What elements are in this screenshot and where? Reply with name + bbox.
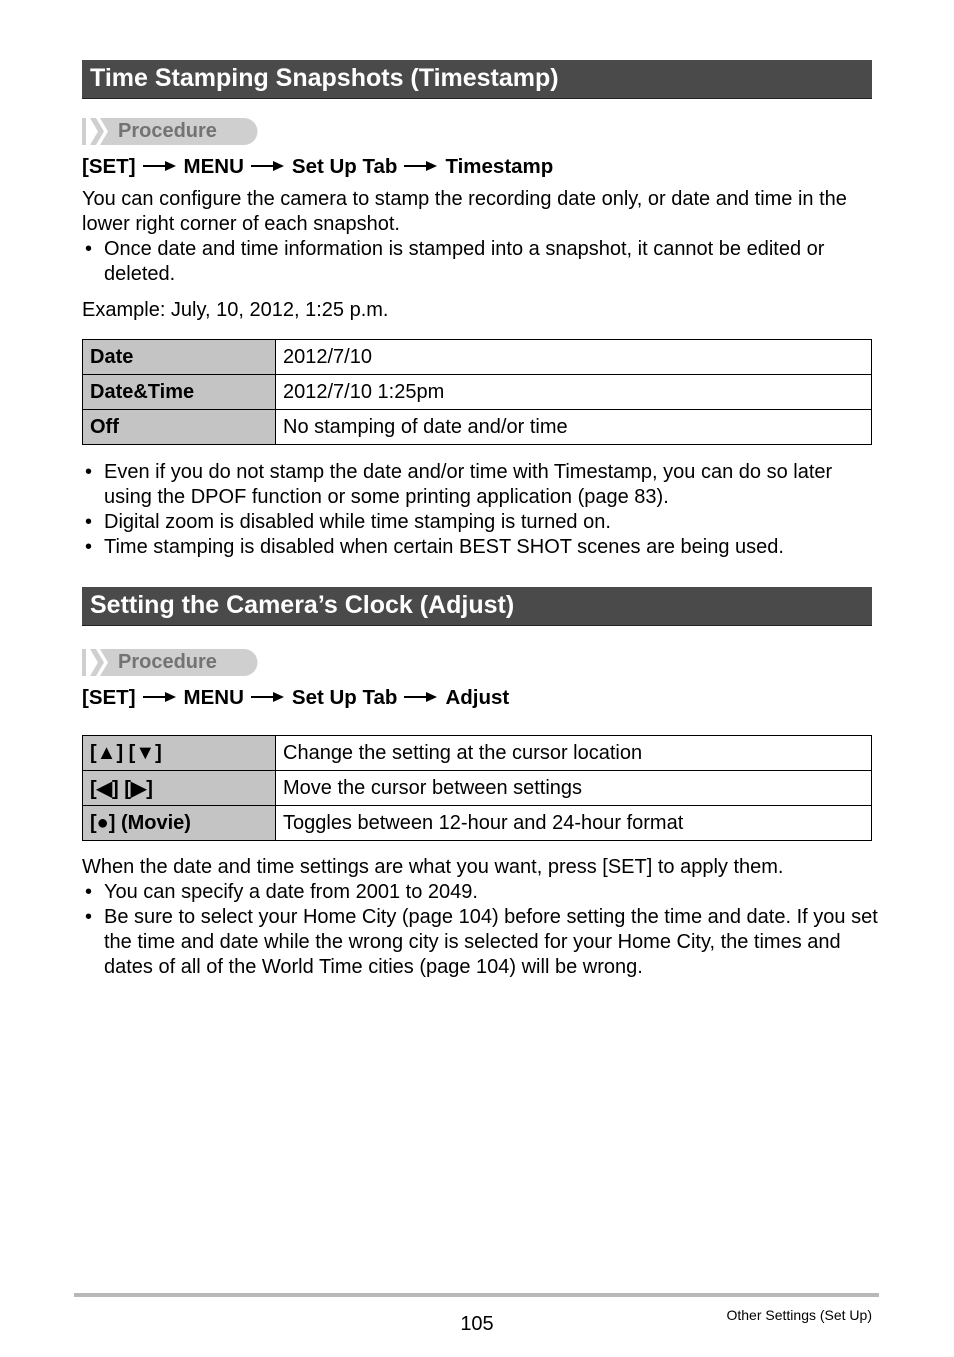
- menu-path-adjust: [82, 685, 509, 711]
- table-value: Toggles between 12-hour and 24-hour format: [276, 806, 872, 841]
- path-step: Set Up Tab: [291, 686, 398, 709]
- bullet-dot: •: [85, 461, 93, 483]
- adjust-controls-table: [82, 735, 872, 841]
- apply-instruction: When the date and time settings are what you want, press [SET] to apply them.: [82, 856, 784, 878]
- path-step: MENU: [183, 155, 244, 178]
- arrow-right-icon: [143, 160, 177, 172]
- table-value: Change the setting at the cursor location: [276, 736, 872, 771]
- bullet-dot: •: [85, 238, 93, 260]
- list-item-text: Time stamping is disabled when certain BEST SHOT scenes are being used.: [104, 536, 784, 558]
- list-item: [82, 880, 882, 905]
- table-key: Date&Time: [83, 375, 276, 410]
- procedure-badge: [82, 118, 258, 145]
- arrow-right-icon: [143, 691, 177, 703]
- table-row: [83, 771, 872, 806]
- path-step: Timestamp: [445, 155, 554, 178]
- list-item-text: Be sure to select your Home City (page 104) before setting the time and date. If you set the time and date while the wrong city is selected for your Home City, the times and dates of all of the World Time cities (page 104) will be wrong.: [104, 906, 878, 978]
- procedure-label: Procedure: [118, 651, 217, 673]
- arrow-right-icon: [251, 160, 285, 172]
- footer-divider: [74, 1293, 879, 1297]
- table-row: [83, 806, 872, 841]
- menu-path-timestamp: [82, 154, 553, 180]
- arrow-right-icon: [404, 691, 438, 703]
- procedure-badge: [82, 649, 258, 676]
- procedure-label: Procedure: [118, 120, 217, 142]
- section-title-adjust: Setting the Camera’s Clock (Adjust): [82, 587, 872, 626]
- table-row: [83, 410, 872, 445]
- bullet-list: [82, 237, 882, 287]
- page-number: 105: [460, 1313, 494, 1335]
- arrow-right-icon: [251, 691, 285, 703]
- table-key: [●] (Movie): [83, 806, 276, 841]
- notes-list: [82, 460, 882, 560]
- list-item: [82, 535, 882, 560]
- table-key: [▲] [▼]: [83, 736, 276, 771]
- section-title-timestamp: Time Stamping Snapshots (Timestamp): [82, 60, 872, 99]
- footer-section-note: Other Settings (Set Up): [726, 1307, 872, 1323]
- timestamp-options-table: [82, 339, 872, 445]
- path-step: Adjust: [445, 686, 510, 709]
- list-item: [82, 237, 882, 287]
- list-item-text: You can specify a date from 2001 to 2049.: [104, 881, 478, 903]
- intro-paragraph: You can configure the camera to stamp the recording date only, or date and time in the lower right corner of each snapshot.: [82, 188, 847, 235]
- example-text: Example: July, 10, 2012, 1:25 p.m.: [82, 299, 389, 321]
- path-step: [SET]: [82, 155, 136, 178]
- table-key: Off: [83, 410, 276, 445]
- table-row: [83, 340, 872, 375]
- table-value: Move the cursor between settings: [276, 771, 872, 806]
- table-value: 2012/7/10 1:25pm: [276, 375, 872, 410]
- path-step: Set Up Tab: [291, 155, 398, 178]
- list-item-text: Once date and time information is stamped into a snapshot, it cannot be edited or deleted.: [104, 238, 825, 285]
- table-value: No stamping of date and/or time: [276, 410, 872, 445]
- arrow-right-icon: [404, 160, 438, 172]
- table-key: Date: [83, 340, 276, 375]
- table-row: [83, 375, 872, 410]
- list-item: [82, 905, 882, 980]
- table-value: 2012/7/10: [276, 340, 872, 375]
- table-row: [83, 736, 872, 771]
- table-key: [◀] [▶]: [83, 771, 276, 806]
- path-step: [SET]: [82, 686, 136, 709]
- bullet-dot: •: [85, 536, 93, 558]
- adjust-notes-list: [82, 880, 882, 980]
- bullet-dot: •: [85, 511, 93, 533]
- list-item: [82, 510, 882, 535]
- list-item: [82, 460, 882, 510]
- list-item-text: Digital zoom is disabled while time stamping is turned on.: [104, 511, 611, 533]
- bullet-dot: •: [85, 881, 93, 903]
- list-item-text: Even if you do not stamp the date and/or time with Timestamp, you can do so later using the DPOF function or some printing application (page 83).: [104, 461, 833, 508]
- path-step: MENU: [183, 686, 244, 709]
- bullet-dot: •: [85, 906, 93, 928]
